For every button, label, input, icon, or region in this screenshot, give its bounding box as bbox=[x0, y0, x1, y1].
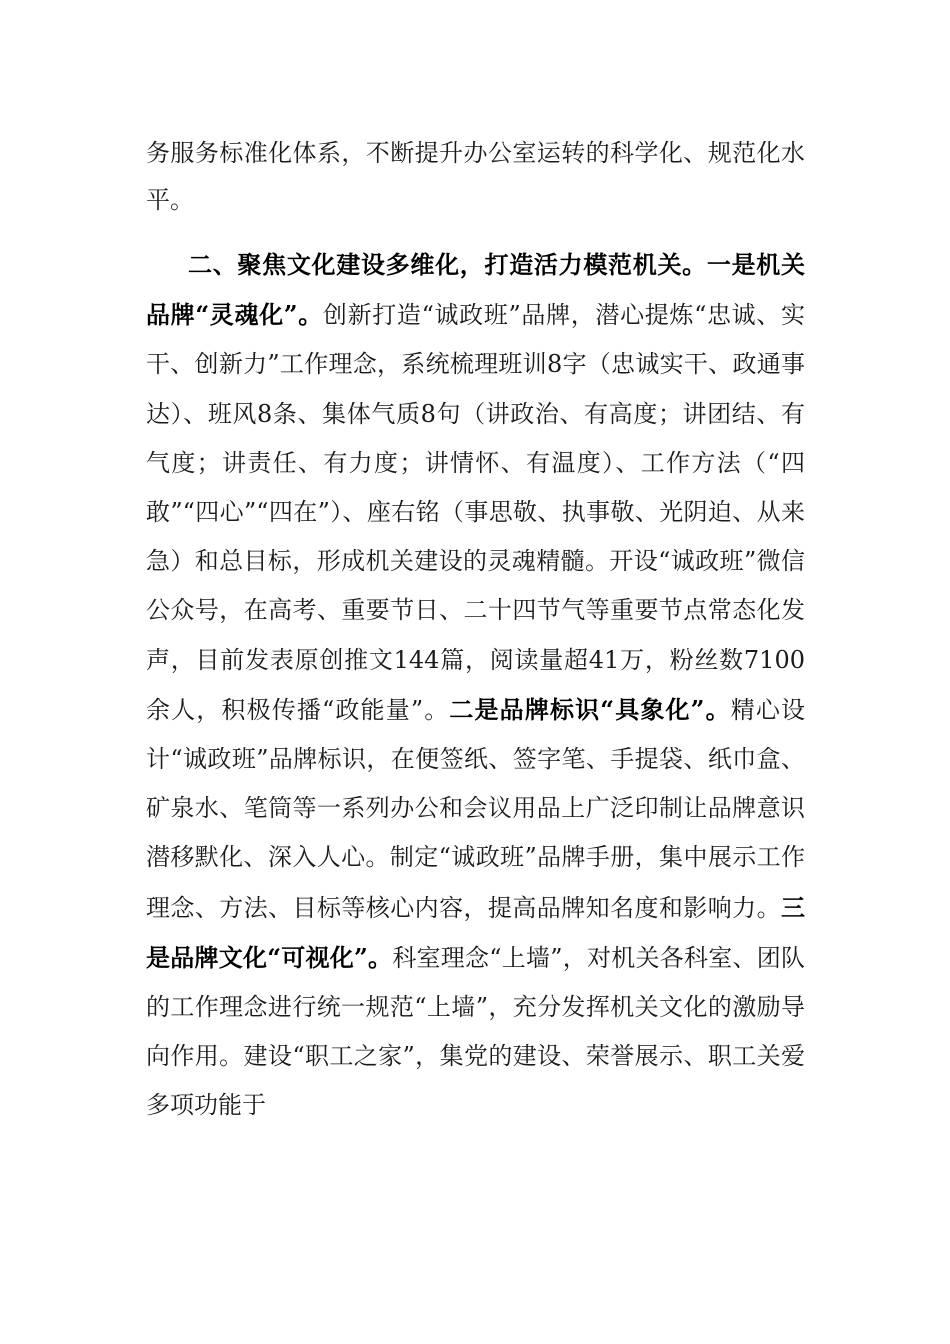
paragraph-culture-building bbox=[146, 240, 805, 1131]
paragraph-continuation bbox=[146, 130, 805, 224]
section-heading: 二、聚焦文化建设多维化，打造活力模范机关。 bbox=[188, 250, 707, 279]
text-segment: 科室理念“上墙”，对机关各科室、团队的工作理念进行统一规范“上墙”，充分发挥机关文化的激励导向作用。建设“职工之家”，集党的建设、荣誉展示、职工关爱多项功能于 bbox=[146, 943, 806, 1120]
text-segment: 精心设计“诚政班”品牌标识，在便签纸、签字笔、手提袋、纸巾盒、矿泉水、笔筒等一系列办公和会议用品上广泛印制让品牌意识潜移默化、深入人心。制定“诚政班”品牌手册，集中展示工作理念、方法、目标等核心内容，提高品牌知名度和影响力。 bbox=[146, 695, 806, 922]
text-segment: 务服务标准化体系，不断提升办公室运转的科学化、规范化水平。 bbox=[146, 139, 805, 214]
subheading-brand-visual: 三是品牌文化“可视化”。 bbox=[146, 892, 805, 972]
text-segment: 创新打造“诚政班”品牌，潜心提炼“忠诚、实干、创新力”工作理念，系统梳理班训8字（忠诚实干、政通事达）、班风8条、集体气质8句（讲政治、有高度；讲团结、有气度；讲责任、有力度；讲情怀、有温度）、工作方法（“四敢”“四心”“四在”）、座右铭（事思敬、执事敬、光阴迫、从来急）和总目标，形成机关建设的灵魂精髓。开设“诚政班”微信公众号，在高考、重要节日、二十四节气等重要节点常态化发声，目前发表原创推文144篇，阅读量超41万，粉丝数7100余人，积极传播“政能量”。 bbox=[146, 301, 805, 724]
subheading-brand-soul: 一是机关品牌“灵魂化”。 bbox=[146, 250, 805, 330]
subheading-brand-logo: 二是品牌标识“具象化”。 bbox=[449, 694, 731, 724]
